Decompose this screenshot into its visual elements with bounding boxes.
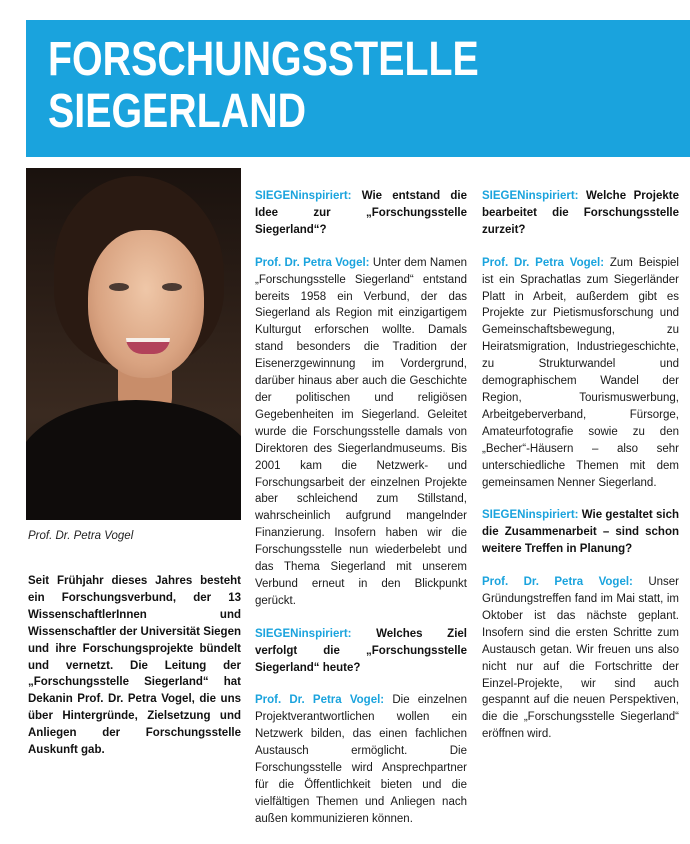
speaker-label: Prof. Dr. Petra Vogel: [482, 256, 605, 269]
interviewer-label: SIEGENinspiriert: [255, 627, 352, 640]
photo-caption: Prof. Dr. Petra Vogel [28, 530, 134, 542]
answer-2 [255, 692, 467, 827]
question-3 [482, 188, 679, 239]
interview-column-2 [482, 188, 679, 759]
answer-4 [482, 574, 679, 743]
title-line-1: FORSCHUNGSSTELLE [48, 33, 479, 86]
answer-text: Zum Beispiel ist ein Sprachatlas zum Siegerländer Platt in Arbeit, außerdem gibt es Projekte zur Pietismusforschung und Gemeinschaftsbewegung, zu Heiratsmigration, Industriegeschichte, zu Strukturwandel und demographischem Wandel der Region, Tourismuswerbung, Arbeitgeberverband, Fürsorge, Amateurfotografie sowie zu den „Becher“-Häusern – also sehr unterschiedliche Themen mit dem gemeinsamen Nenner Siegerland. [482, 256, 679, 489]
interviewer-label: SIEGENinspiriert: [255, 190, 352, 202]
interview-column-1 [255, 188, 467, 844]
title-line-2: SIEGERLAND [48, 85, 307, 138]
speaker-label: Prof. Dr. Petra Vogel: [255, 256, 370, 269]
question-text: Welche Projekte bearbeitet die Forschungsstelle zurzeit? [482, 190, 679, 236]
speaker-label: Prof. Dr. Petra Vogel: [255, 694, 385, 707]
question-text: Wie entstand die Idee zur „Forschungsstelle Siegerland“? [255, 190, 467, 236]
answer-text: Die einzelnen Projektverantwortlichen wollen ein Netzwerk bilden, das einen fachlichen Austausch ermöglicht. Die Forschungsstelle wird Ansprechpartner für die Öffentlichkeit bieten und die vielfältigen Themen und Anliegen nach außen kommunizieren können. [255, 694, 467, 825]
question-text: Welches Ziel verfolgt die „Forschungsstelle Siegerland“ heute? [255, 627, 467, 674]
title-banner [26, 20, 690, 157]
answer-3 [482, 255, 679, 492]
answer-text: Unter dem Namen „Forschungsstelle Siegerland“ entstand bereits 1958 ein Verbund, der das Siegerland als Region mit einzigartigem Kulturgut erforschen wollte. Damals stand besonders die Tradition der Eisenerzgewinnung im Vordergrund, darüber hinaus aber auch die Geschichte der politischen und religiösen Gegebenheiten im Siegerland. Geleitet wurde die Forschungsstelle damals von Direktoren des Siegerlandmuseums. Bis 2001 kam die Netzwerk- und Forschungsarbeit der einzelnen Projekte aber schleichend zum Stillstand, wahrscheinlich aufgrund mangelnder Finanzierung. Insofern haben wir die Forschungsstelle nun wiederbelebt und das Thema Siegerland mit unserem Verbund erneut in den Blickpunkt gerückt. [255, 256, 467, 607]
interviewer-label: SIEGENinspiriert: [482, 190, 579, 202]
question-4 [482, 507, 679, 558]
interviewer-label: SIEGENinspiriert: [482, 509, 579, 522]
question-text: Wie gestaltet sich die Zusammenarbeit – sind schon weitere Treffen in Planung? [482, 509, 679, 556]
page-title [48, 34, 479, 138]
answer-text: Unser Gründungstreffen fand im Mai statt, im Oktober ist das nächste geplant. Insofern sind die ersten Schritte zum Austausch getan. Wir freuen uns also nicht nur auf die Fortschritte der Einzel-Projekte, wir sind auch gespannt auf die neuen Perspektiven, die die „Forschungsstelle Siegerland“ eröffnen wird. [482, 576, 679, 741]
question-1 [255, 188, 467, 239]
portrait-photo [26, 168, 241, 520]
answer-1 [255, 255, 467, 610]
speaker-label: Prof. Dr. Petra Vogel: [482, 576, 633, 589]
question-2 [255, 626, 467, 677]
intro-paragraph: Seit Frühjahr dieses Jahres besteht ein Forschungsverbund, der 13 WissenschaftlerInnen und Wissenschaftler der Universität Siegen und ihre Forschungsprojekte bündelt und vernetzt. Die Leitung der „Forschungsstelle Siegerland“ hat Dekanin Prof. Dr. Petra Vogel, die uns über Hintergründe, Zielsetzung und Anliegen der Forschungsstelle Auskunft gab. [28, 575, 241, 757]
